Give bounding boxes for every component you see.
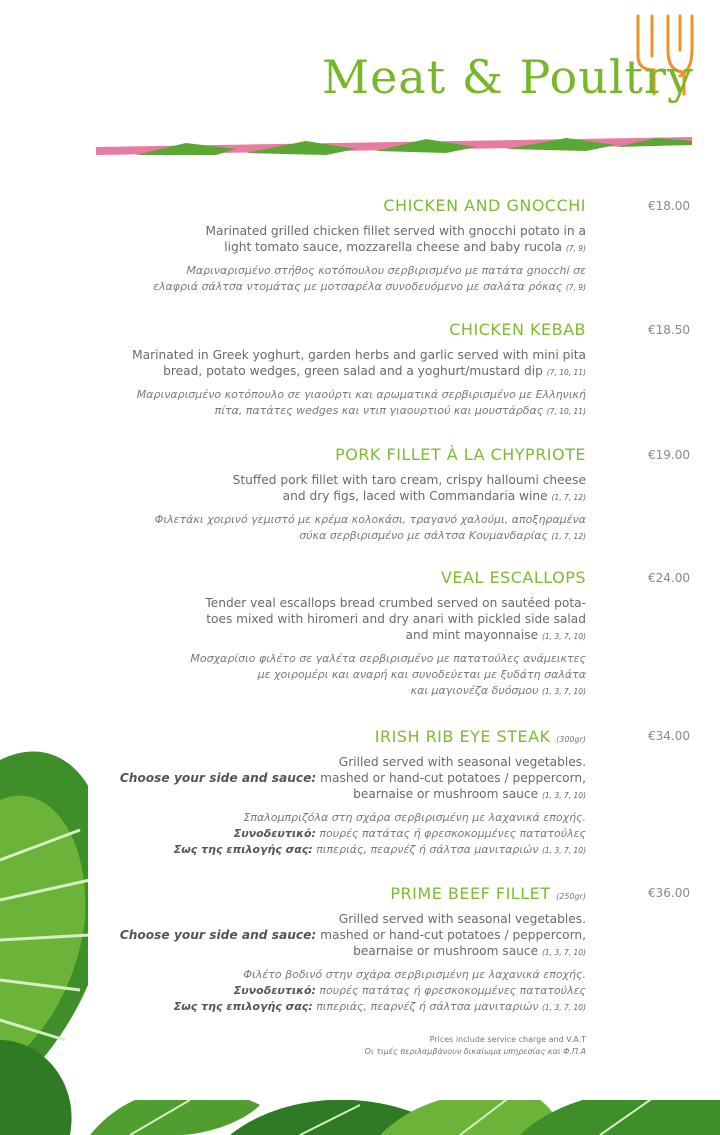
dish-description: Grilled served with seasonal vegetables. Choose your side and sauce: mashed or hand-cut potatoes / peppercorn, bearnaise or mushroom sauce (1, 3, 7, 10) <box>119 912 586 958</box>
dish-description: Stuffed pork fillet with taro cream, crispy halloumi cheese and dry figs, laced with Commandaria wine (1, 7, 12) <box>232 473 586 503</box>
dish-description: Marinated grilled chicken fillet served with gnocchi potato in a light tomato sauce, mozzarella cheese and baby rucola (7, 9) <box>205 224 586 254</box>
menu-item <box>96 727 586 859</box>
allergen-codes: (7, 9) <box>565 244 586 253</box>
menu-item <box>96 445 586 545</box>
dish-price: €36.00 <box>648 886 690 900</box>
dish-price: €24.00 <box>648 571 690 585</box>
dish-weight: (300gr) <box>556 735 586 744</box>
dish-name: VEAL ESCALLOPS <box>440 568 586 587</box>
dish-name: PORK FILLET À LA CHYPRIOTE <box>335 445 586 464</box>
dish-description-greek: Μαριναρισμένο στήθος κοτόπουλου σερβιρισμένο με πατάτα gnocchi σε ελαφριά σάλτσα ντομάτας με μοτσαρέλα συνοδευόμενο με σαλάτα ρόκας (7, 9) <box>153 264 586 293</box>
dish-weight: (250gr) <box>556 892 586 901</box>
dish-description: Marinated in Greek yoghurt, garden herbs and garlic served with mini pita bread, potato wedges, green salad and a yoghurt/mustard dip (7, 10, 11) <box>132 348 586 378</box>
dish-description-greek: Φιλετάκι χοιρινό γεμιστό με κρέμα κολοκάσι, τραγανό χαλούμι, αποξηραμένα σύκα σερβιρισμένο με σάλτσα Κουμανδαρίας (1, 7, 12) <box>154 513 586 542</box>
menu-item <box>96 884 586 1016</box>
page-title: Meat & Poultry <box>321 50 694 104</box>
menu-item <box>96 568 586 700</box>
dish-description: Tender veal escallops bread crumbed served on sautéed pota- toes mixed with hiromeri and dry anari with pickled side salad and mint mayonnaise (1, 3, 7, 10) <box>205 596 586 642</box>
menu-item <box>96 196 586 296</box>
dish-name: PRIME BEEF FILLET (250gr) <box>390 884 586 903</box>
menu-item <box>96 320 586 420</box>
dish-description-greek: Σπαλομπριζόλα στη σχάρα σερβιρισμένη με λαχανικά εποχής. Συνοδευτικό: πουρές πατάτας ή φρεσκοκομμένες πατατούλες Σως της επιλογής σας: πιπεριάς, πεαρνέζ ή σάλτσα μανιταριών (1, 3, 7, 10) <box>173 811 586 856</box>
dish-price: €18.00 <box>648 199 690 213</box>
decorative-leaf-stripe <box>96 135 692 155</box>
dish-description-greek: Φιλέτο βοδινό στην σχάρα σερβιρισμένη με λαχανικά εποχής. Συνοδευτικό: πουρές πατάτας ή φρεσκοκομμένες πατατούλες Σως της επιλογής σας: πιπεριάς, πεαρνέζ ή σάλτσα μανιταριών (1, 3, 7, 10) <box>173 968 586 1013</box>
dish-name: CHICKEN AND GNOCCHI <box>383 196 586 215</box>
dish-description: Grilled served with seasonal vegetables. Choose your side and sauce: mashed or hand-cut potatoes / peppercorn, bearnaise or mushroom sauce (1, 3, 7, 10) <box>119 755 586 801</box>
dish-price: €34.00 <box>648 729 690 743</box>
dish-price: €19.00 <box>648 448 690 462</box>
dish-description-greek: Μαριναρισμένο κοτόπουλο σε γιαούρτι και αρωματικά σερβιρισμένο με Ελληνική πίτα, πατάτες wedges και ντιπ γιαουρτιού και μουστάρδας (7, 10, 11) <box>136 388 586 417</box>
dish-name: CHICKEN KEBAB <box>449 320 586 339</box>
dish-description-greek: Μοσχαρίσιο φιλέτο σε γαλέτα σερβιρισμένο με πατατούλες ανάμεικτες με χοιρομέρι και αναρή και συνοδεύεται με ξυδάτη σαλάτα και μαγιονέζα δυόσμου (1, 3, 7, 10) <box>190 652 586 697</box>
dish-price: €18.50 <box>648 323 690 337</box>
dish-name: IRISH RIB EYE STEAK (300gr) <box>374 727 586 746</box>
price-note: Prices include service charge and V.A.T Οι τιμές περιλαμβάνουν δικαίωμα υπηρεσίας και Φ.Π.Α <box>364 1035 586 1056</box>
